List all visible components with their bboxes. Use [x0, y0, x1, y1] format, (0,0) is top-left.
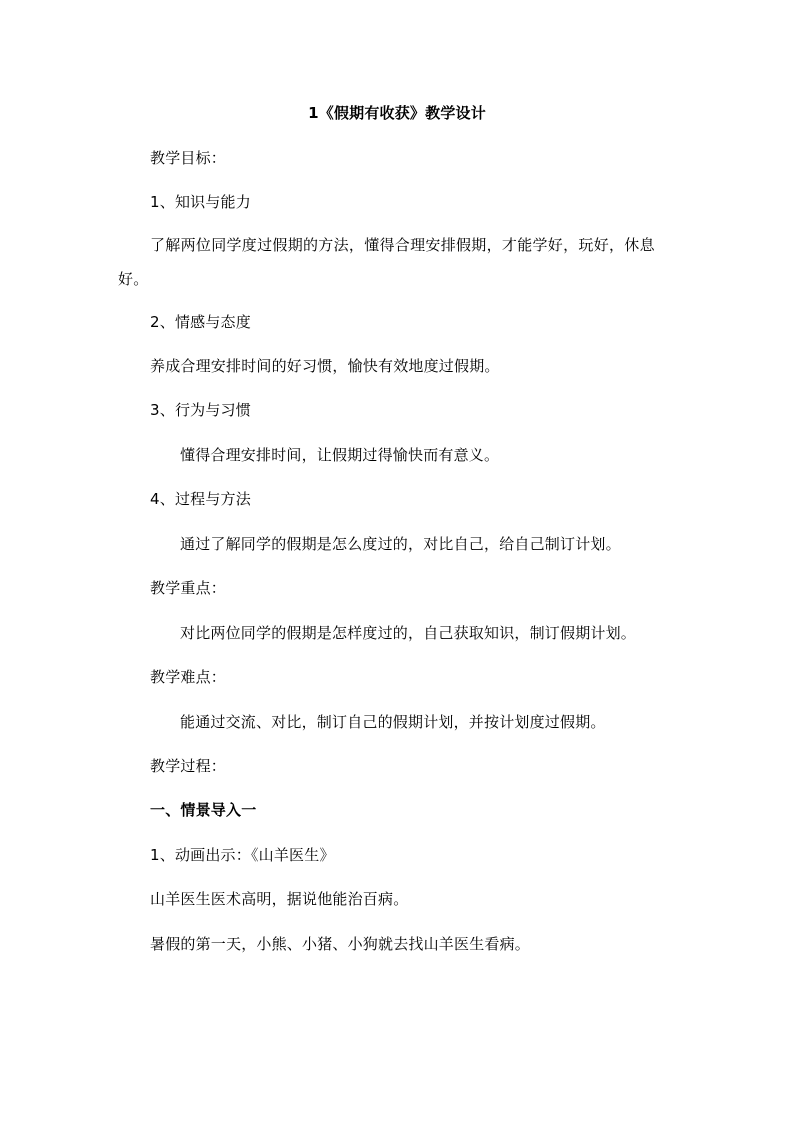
section-label-difficulties: 教学难点： — [150, 668, 227, 686]
paragraph-emotion: 养成合理安排时间的好习惯，愉快有效地度过假期。 — [150, 357, 500, 375]
paragraph-keypoints: 对比两位同学的假期是怎样度过的，自己获取知识，制订假期计划。 — [180, 624, 637, 642]
subheading-emotion: 2、情感与态度 — [150, 313, 251, 331]
subheading-knowledge: 1、知识与能力 — [150, 193, 251, 211]
paragraph-doctor: 山羊医生医术高明，据说他能治百病。 — [150, 890, 409, 908]
section-label-goals: 教学目标： — [150, 149, 227, 167]
paragraph-knowledge: 了解两位同学度过假期的方法，懂得合理安排假期，才能学好，玩好，休息好。 — [118, 236, 655, 288]
document-title: 1《假期有收获》教学设计 — [308, 104, 486, 122]
subheading-behavior: 3、行为与习惯 — [150, 401, 251, 419]
paragraph-process: 通过了解同学的假期是怎么度过的，对比自己，给自己制订计划。 — [180, 535, 621, 553]
paragraph-summer: 暑假的第一天，小熊、小猪、小狗就去找山羊医生看病。 — [150, 935, 531, 953]
paragraph-difficulties: 能通过交流、对比，制订自己的假期计划，并按计划度过假期。 — [180, 713, 606, 731]
subheading-process: 4、过程与方法 — [150, 490, 251, 508]
section-heading-intro: 一、情景导入一 — [150, 801, 257, 819]
list-item-animation: 1、动画出示：《山羊医生》 — [150, 846, 335, 864]
section-label-keypoints: 教学重点： — [150, 579, 227, 597]
section-label-process: 教学过程： — [150, 757, 227, 775]
paragraph-behavior: 懂得合理安排时间，让假期过得愉快而有意义。 — [180, 446, 500, 464]
